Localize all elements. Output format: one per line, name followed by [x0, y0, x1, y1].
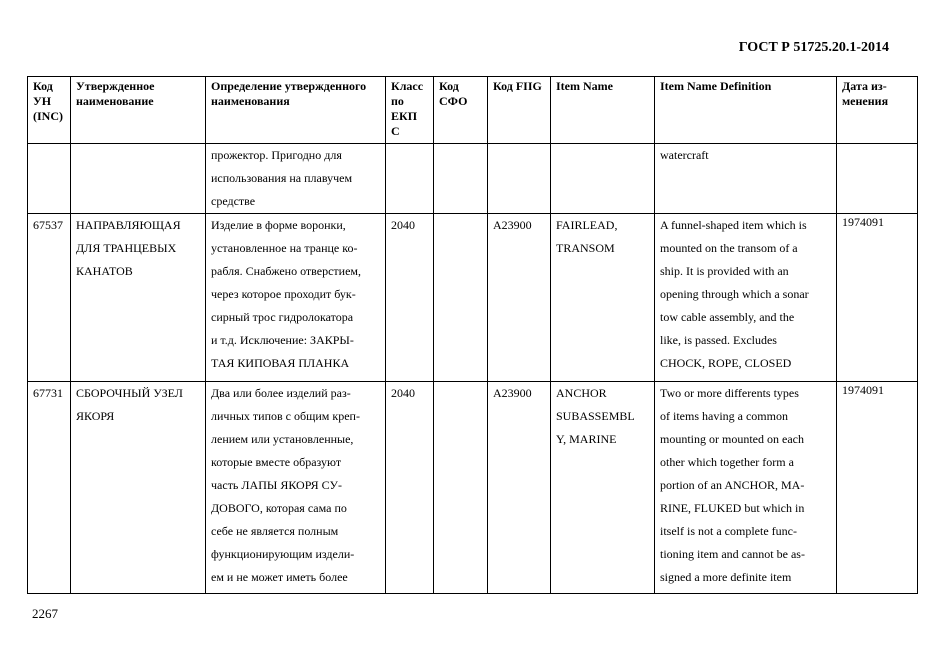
- text-line: прожектор. Пригодно для: [211, 148, 342, 162]
- cell-sfo: [434, 144, 488, 214]
- cell-definition-ru: [206, 382, 386, 594]
- cell-inc: [28, 144, 71, 214]
- text-line: установленное на транце ко-: [211, 241, 358, 255]
- cell-item-name: [551, 214, 655, 382]
- cell-inc: 67537: [28, 214, 71, 382]
- standard-code: ГОСТ Р 51725.20.1-2014: [738, 40, 889, 55]
- text-line: ЯКОРЯ: [76, 409, 115, 423]
- cell-definition-ru: [206, 214, 386, 382]
- text-line: mounted on the transom of a: [660, 241, 798, 255]
- col-header-change-date: Дата из- менения: [837, 77, 918, 144]
- text-line: other which together form a: [660, 455, 794, 469]
- cell-fiig: A23900: [488, 382, 551, 594]
- text-line: Two or more differents types: [660, 386, 799, 400]
- text-line: рабля. Снабжено отверстием,: [211, 264, 361, 278]
- col-header-approved-name: Утвержденное наименование: [71, 77, 206, 144]
- text-line: watercraft: [660, 148, 709, 162]
- cell-item-name: [551, 144, 655, 214]
- text-line: и т.д. Исключение: ЗАКРЫ-: [211, 333, 354, 347]
- cell-class: [386, 144, 434, 214]
- text-line: часть ЛАПЫ ЯКОРЯ СУ-: [211, 478, 342, 492]
- text-line: функционирующим издели-: [211, 547, 355, 561]
- col-header-fiig: Код FIIG: [488, 77, 551, 144]
- text-line: itself is not a complete func-: [660, 524, 797, 538]
- cell-name-ru: [71, 382, 206, 594]
- col-header-item-name-definition: Item Name Definition: [655, 77, 837, 144]
- text-line: через которое проходит бук-: [211, 287, 356, 301]
- cell-definition-en: [655, 144, 837, 214]
- nomenclature-table: [27, 76, 918, 594]
- col-header-item-name: Item Name: [551, 77, 655, 144]
- cell-fiig: [488, 144, 551, 214]
- cell-name-ru: [71, 214, 206, 382]
- cell-sfo: [434, 214, 488, 382]
- text-line: ДОВОГО, которая сама по: [211, 501, 347, 515]
- text-line: которые вместе образуют: [211, 455, 342, 469]
- cell-definition-ru: [206, 144, 386, 214]
- text-line: ДЛЯ ТРАНЦЕВЫХ: [76, 241, 177, 255]
- col-header-inc: Код УН (INC): [28, 77, 71, 144]
- text-line: КАНАТОВ: [76, 264, 133, 278]
- text-line: portion of an ANCHOR, MA-: [660, 478, 805, 492]
- text-line: использования на плавучем: [211, 171, 353, 185]
- text-line: средстве: [211, 194, 256, 208]
- text-line: of items having a common: [660, 409, 788, 423]
- text-line: лением или установленные,: [211, 432, 354, 446]
- text-line: Y, MARINE: [556, 432, 617, 446]
- cell-class: 2040: [386, 214, 434, 382]
- cell-sfo: [434, 382, 488, 594]
- text-line: A funnel-shaped item which is: [660, 218, 807, 232]
- text-line: tow cable assembly, and the: [660, 310, 795, 324]
- text-line: Два или более изделий раз-: [211, 386, 351, 400]
- text-line: НАПРАВЛЯЮЩАЯ: [76, 218, 181, 232]
- table-row: [28, 214, 918, 382]
- text-line: signed a more definite item: [660, 570, 792, 584]
- text-line: сирный трос гидролокатора: [211, 310, 354, 324]
- cell-fiig: A23900: [488, 214, 551, 382]
- cell-class: 2040: [386, 382, 434, 594]
- page-number: 2267: [32, 606, 58, 621]
- cell-inc: 67731: [28, 382, 71, 594]
- text-line: CHOCK, ROPE, CLOSED: [660, 356, 792, 370]
- text-line: Изделие в форме воронки,: [211, 218, 346, 232]
- text-line: SUBASSEMBL: [556, 409, 635, 423]
- cell-date: [837, 144, 918, 214]
- col-header-definition-ru: Определение утвержденного наименования: [206, 77, 386, 144]
- cell-date: 1974091: [837, 214, 918, 382]
- cell-definition-en: [655, 214, 837, 382]
- text-line: СБОРОЧНЫЙ УЗЕЛ: [76, 386, 183, 400]
- col-header-sfo: Код СФО: [434, 77, 488, 144]
- text-line: like, is passed. Excludes: [660, 333, 777, 347]
- text-line: личных типов с общим креп-: [211, 409, 360, 423]
- cell-name-ru: [71, 144, 206, 214]
- text-line: TRANSOM: [556, 241, 615, 255]
- text-line: FAIRLEAD,: [556, 218, 618, 232]
- text-line: ANCHOR: [556, 386, 607, 400]
- col-header-class: Класс по ЕКП С: [386, 77, 434, 144]
- cell-date: 1974091: [837, 382, 918, 594]
- text-line: ship. It is provided with an: [660, 264, 789, 278]
- table-row-continuation: [28, 144, 918, 214]
- cell-item-name: [551, 382, 655, 594]
- table-header-row: [28, 77, 918, 144]
- text-line: tioning item and cannot be as-: [660, 547, 805, 561]
- text-line: себе не является полным: [211, 524, 339, 538]
- text-line: opening through which a sonar: [660, 287, 809, 301]
- cell-definition-en: [655, 382, 837, 594]
- text-line: RINE, FLUKED but which in: [660, 501, 805, 515]
- text-line: ТАЯ КИПОВАЯ ПЛАНКА: [211, 356, 350, 370]
- text-line: mounting or mounted on each: [660, 432, 804, 446]
- text-line: ем и не может иметь более: [211, 570, 348, 584]
- table-row: [28, 382, 918, 594]
